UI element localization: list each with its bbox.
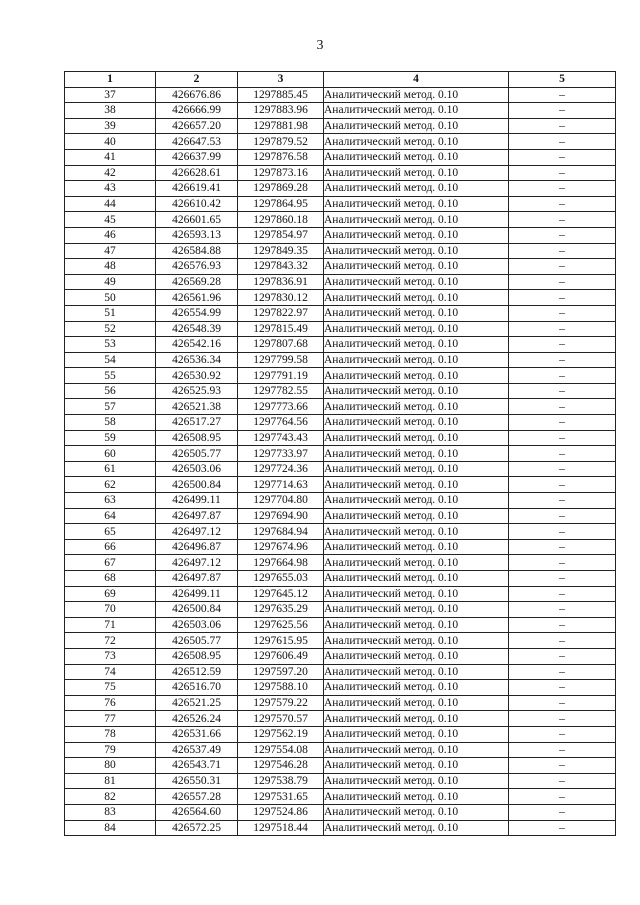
x-coordinate-cell: 426531.66 [156,726,238,742]
y-coordinate-cell: 1297849.35 [238,243,324,259]
note-cell: – [509,212,616,228]
table-row [65,430,616,446]
point-number-cell: 71 [65,617,156,633]
method-cell: Аналитический метод. 0.10 [324,789,509,805]
y-coordinate-cell: 1297807.68 [238,337,324,353]
method-cell: Аналитический метод. 0.10 [324,149,509,165]
y-coordinate-cell: 1297881.98 [238,118,324,134]
point-number-cell: 59 [65,430,156,446]
note-cell: – [509,321,616,337]
method-cell: Аналитический метод. 0.10 [324,695,509,711]
y-coordinate-cell: 1297606.49 [238,648,324,664]
table-row [65,726,616,742]
point-number-cell: 37 [65,87,156,103]
column-header-y: 3 [238,72,324,88]
coordinates-table [64,71,616,836]
y-coordinate-cell: 1297864.95 [238,196,324,212]
note-cell: – [509,711,616,727]
x-coordinate-cell: 426550.31 [156,773,238,789]
x-coordinate-cell: 426676.86 [156,87,238,103]
table-row [65,648,616,664]
table-row [65,617,616,633]
note-cell: – [509,415,616,431]
y-coordinate-cell: 1297538.79 [238,773,324,789]
note-cell: – [509,789,616,805]
x-coordinate-cell: 426517.27 [156,415,238,431]
x-coordinate-cell: 426557.28 [156,789,238,805]
table-row [65,399,616,415]
method-cell: Аналитический метод. 0.10 [324,446,509,462]
table-row [65,134,616,150]
note-cell: – [509,446,616,462]
method-cell: Аналитический метод. 0.10 [324,181,509,197]
point-number-cell: 41 [65,149,156,165]
x-coordinate-cell: 426521.25 [156,695,238,711]
x-coordinate-cell: 426499.11 [156,493,238,509]
method-cell: Аналитический метод. 0.10 [324,617,509,633]
table-body [65,87,616,836]
table-row [65,321,616,337]
y-coordinate-cell: 1297733.97 [238,446,324,462]
point-number-cell: 61 [65,461,156,477]
note-cell: – [509,633,616,649]
note-cell: – [509,773,616,789]
header-row [65,72,616,88]
note-cell: – [509,430,616,446]
method-cell: Аналитический метод. 0.10 [324,539,509,555]
table-row [65,212,616,228]
point-number-cell: 55 [65,368,156,384]
point-number-cell: 67 [65,555,156,571]
method-cell: Аналитический метод. 0.10 [324,524,509,540]
point-number-cell: 84 [65,820,156,836]
x-coordinate-cell: 426505.77 [156,446,238,462]
method-cell: Аналитический метод. 0.10 [324,664,509,680]
method-cell: Аналитический метод. 0.10 [324,508,509,524]
point-number-cell: 81 [65,773,156,789]
method-cell: Аналитический метод. 0.10 [324,633,509,649]
table-row [65,87,616,103]
table-row [65,165,616,181]
point-number-cell: 73 [65,648,156,664]
x-coordinate-cell: 426572.25 [156,820,238,836]
y-coordinate-cell: 1297694.90 [238,508,324,524]
method-cell: Аналитический метод. 0.10 [324,383,509,399]
method-cell: Аналитический метод. 0.10 [324,820,509,836]
y-coordinate-cell: 1297836.91 [238,274,324,290]
table-row [65,789,616,805]
method-cell: Аналитический метод. 0.10 [324,118,509,134]
table-row [65,368,616,384]
y-coordinate-cell: 1297876.58 [238,149,324,165]
point-number-cell: 78 [65,726,156,742]
method-cell: Аналитический метод. 0.10 [324,337,509,353]
table-row [65,383,616,399]
note-cell: – [509,726,616,742]
method-cell: Аналитический метод. 0.10 [324,134,509,150]
y-coordinate-cell: 1297588.10 [238,680,324,696]
note-cell: – [509,461,616,477]
column-header-point-number: 1 [65,72,156,88]
x-coordinate-cell: 426548.39 [156,321,238,337]
table-header [65,72,616,88]
x-coordinate-cell: 426505.77 [156,633,238,649]
note-cell: – [509,337,616,353]
y-coordinate-cell: 1297635.29 [238,602,324,618]
x-coordinate-cell: 426521.38 [156,399,238,415]
table-row [65,196,616,212]
point-number-cell: 68 [65,571,156,587]
x-coordinate-cell: 426496.87 [156,539,238,555]
point-number-cell: 45 [65,212,156,228]
point-number-cell: 65 [65,524,156,540]
point-number-cell: 83 [65,804,156,820]
y-coordinate-cell: 1297885.45 [238,87,324,103]
y-coordinate-cell: 1297655.03 [238,571,324,587]
table-row [65,477,616,493]
note-cell: – [509,134,616,150]
table-row [65,305,616,321]
method-cell: Аналитический метод. 0.10 [324,227,509,243]
note-cell: – [509,305,616,321]
y-coordinate-cell: 1297843.32 [238,259,324,275]
y-coordinate-cell: 1297830.12 [238,290,324,306]
note-cell: – [509,243,616,259]
y-coordinate-cell: 1297597.20 [238,664,324,680]
note-cell: – [509,804,616,820]
table-row [65,773,616,789]
table-row [65,352,616,368]
x-coordinate-cell: 426497.87 [156,508,238,524]
x-coordinate-cell: 426530.92 [156,368,238,384]
point-number-cell: 52 [65,321,156,337]
method-cell: Аналитический метод. 0.10 [324,305,509,321]
table-row [65,602,616,618]
y-coordinate-cell: 1297546.28 [238,758,324,774]
x-coordinate-cell: 426500.84 [156,477,238,493]
x-coordinate-cell: 426516.70 [156,680,238,696]
x-coordinate-cell: 426637.99 [156,149,238,165]
method-cell: Аналитический метод. 0.10 [324,493,509,509]
table-row [65,711,616,727]
note-cell: – [509,274,616,290]
method-cell: Аналитический метод. 0.10 [324,212,509,228]
x-coordinate-cell: 426526.24 [156,711,238,727]
table-row [65,274,616,290]
point-number-cell: 54 [65,352,156,368]
x-coordinate-cell: 426561.96 [156,290,238,306]
point-number-cell: 70 [65,602,156,618]
point-number-cell: 38 [65,103,156,119]
note-cell: – [509,290,616,306]
table-row [65,227,616,243]
x-coordinate-cell: 426503.06 [156,617,238,633]
x-coordinate-cell: 426647.53 [156,134,238,150]
note-cell: – [509,680,616,696]
y-coordinate-cell: 1297554.08 [238,742,324,758]
y-coordinate-cell: 1297562.19 [238,726,324,742]
note-cell: – [509,196,616,212]
table-row [65,149,616,165]
point-number-cell: 57 [65,399,156,415]
note-cell: – [509,555,616,571]
method-cell: Аналитический метод. 0.10 [324,103,509,119]
point-number-cell: 48 [65,259,156,275]
point-number-cell: 69 [65,586,156,602]
method-cell: Аналитический метод. 0.10 [324,259,509,275]
y-coordinate-cell: 1297645.12 [238,586,324,602]
method-cell: Аналитический метод. 0.10 [324,461,509,477]
note-cell: – [509,227,616,243]
point-number-cell: 80 [65,758,156,774]
y-coordinate-cell: 1297524.86 [238,804,324,820]
y-coordinate-cell: 1297714.63 [238,477,324,493]
point-number-cell: 66 [65,539,156,555]
y-coordinate-cell: 1297854.97 [238,227,324,243]
point-number-cell: 56 [65,383,156,399]
note-cell: – [509,648,616,664]
y-coordinate-cell: 1297615.95 [238,633,324,649]
x-coordinate-cell: 426497.12 [156,524,238,540]
y-coordinate-cell: 1297570.57 [238,711,324,727]
x-coordinate-cell: 426497.12 [156,555,238,571]
method-cell: Аналитический метод. 0.10 [324,711,509,727]
table-row [65,742,616,758]
method-cell: Аналитический метод. 0.10 [324,87,509,103]
y-coordinate-cell: 1297625.56 [238,617,324,633]
method-cell: Аналитический метод. 0.10 [324,648,509,664]
method-cell: Аналитический метод. 0.10 [324,321,509,337]
table-row [65,118,616,134]
method-cell: Аналитический метод. 0.10 [324,742,509,758]
point-number-cell: 44 [65,196,156,212]
y-coordinate-cell: 1297764.56 [238,415,324,431]
note-cell: – [509,508,616,524]
method-cell: Аналитический метод. 0.10 [324,415,509,431]
y-coordinate-cell: 1297531.65 [238,789,324,805]
table-row [65,337,616,353]
y-coordinate-cell: 1297518.44 [238,820,324,836]
table-row [65,664,616,680]
table-row [65,555,616,571]
point-number-cell: 74 [65,664,156,680]
method-cell: Аналитический метод. 0.10 [324,399,509,415]
point-number-cell: 58 [65,415,156,431]
y-coordinate-cell: 1297664.98 [238,555,324,571]
x-coordinate-cell: 426543.71 [156,758,238,774]
note-cell: – [509,103,616,119]
x-coordinate-cell: 426554.99 [156,305,238,321]
note-cell: – [509,399,616,415]
method-cell: Аналитический метод. 0.10 [324,758,509,774]
page-number: 3 [316,38,324,53]
y-coordinate-cell: 1297684.94 [238,524,324,540]
table-row [65,571,616,587]
method-cell: Аналитический метод. 0.10 [324,680,509,696]
note-cell: – [509,477,616,493]
x-coordinate-cell: 426503.06 [156,461,238,477]
method-cell: Аналитический метод. 0.10 [324,571,509,587]
column-header-method: 4 [324,72,509,88]
method-cell: Аналитический метод. 0.10 [324,274,509,290]
x-coordinate-cell: 426666.99 [156,103,238,119]
y-coordinate-cell: 1297674.96 [238,539,324,555]
note-cell: – [509,118,616,134]
point-number-cell: 53 [65,337,156,353]
point-number-cell: 63 [65,493,156,509]
table-row [65,804,616,820]
x-coordinate-cell: 426525.93 [156,383,238,399]
point-number-cell: 77 [65,711,156,727]
note-cell: – [509,87,616,103]
x-coordinate-cell: 426497.87 [156,571,238,587]
method-cell: Аналитический метод. 0.10 [324,368,509,384]
point-number-cell: 43 [65,181,156,197]
method-cell: Аналитический метод. 0.10 [324,602,509,618]
x-coordinate-cell: 426508.95 [156,648,238,664]
x-coordinate-cell: 426628.61 [156,165,238,181]
table-row [65,415,616,431]
y-coordinate-cell: 1297815.49 [238,321,324,337]
point-number-cell: 47 [65,243,156,259]
y-coordinate-cell: 1297822.97 [238,305,324,321]
y-coordinate-cell: 1297873.16 [238,165,324,181]
note-cell: – [509,820,616,836]
note-cell: – [509,352,616,368]
note-cell: – [509,383,616,399]
point-number-cell: 72 [65,633,156,649]
table-row [65,758,616,774]
table-row [65,508,616,524]
point-number-cell: 51 [65,305,156,321]
point-number-cell: 76 [65,695,156,711]
method-cell: Аналитический метод. 0.10 [324,477,509,493]
point-number-cell: 79 [65,742,156,758]
point-number-cell: 42 [65,165,156,181]
x-coordinate-cell: 426500.84 [156,602,238,618]
table-row [65,461,616,477]
point-number-cell: 82 [65,789,156,805]
note-cell: – [509,368,616,384]
column-header-x: 2 [156,72,238,88]
point-number-cell: 39 [65,118,156,134]
y-coordinate-cell: 1297799.58 [238,352,324,368]
method-cell: Аналитический метод. 0.10 [324,586,509,602]
y-coordinate-cell: 1297773.66 [238,399,324,415]
note-cell: – [509,165,616,181]
x-coordinate-cell: 426657.20 [156,118,238,134]
note-cell: – [509,524,616,540]
note-cell: – [509,602,616,618]
y-coordinate-cell: 1297869.28 [238,181,324,197]
x-coordinate-cell: 426499.11 [156,586,238,602]
y-coordinate-cell: 1297704.80 [238,493,324,509]
x-coordinate-cell: 426536.34 [156,352,238,368]
y-coordinate-cell: 1297860.18 [238,212,324,228]
table-row [65,446,616,462]
table-row [65,181,616,197]
x-coordinate-cell: 426542.16 [156,337,238,353]
y-coordinate-cell: 1297883.96 [238,103,324,119]
note-cell: – [509,571,616,587]
table-row [65,820,616,836]
point-number-cell: 60 [65,446,156,462]
y-coordinate-cell: 1297579.22 [238,695,324,711]
method-cell: Аналитический метод. 0.10 [324,165,509,181]
table-row [65,259,616,275]
table-row [65,680,616,696]
table-row [65,524,616,540]
note-cell: – [509,664,616,680]
method-cell: Аналитический метод. 0.10 [324,243,509,259]
x-coordinate-cell: 426619.41 [156,181,238,197]
note-cell: – [509,539,616,555]
table-row [65,243,616,259]
x-coordinate-cell: 426512.59 [156,664,238,680]
point-number-cell: 64 [65,508,156,524]
point-number-cell: 75 [65,680,156,696]
point-number-cell: 50 [65,290,156,306]
table-row [65,539,616,555]
table-row [65,586,616,602]
method-cell: Аналитический метод. 0.10 [324,555,509,571]
table-row [65,103,616,119]
note-cell: – [509,695,616,711]
note-cell: – [509,742,616,758]
x-coordinate-cell: 426569.28 [156,274,238,290]
table-row [65,695,616,711]
y-coordinate-cell: 1297879.52 [238,134,324,150]
y-coordinate-cell: 1297791.19 [238,368,324,384]
method-cell: Аналитический метод. 0.10 [324,804,509,820]
note-cell: – [509,586,616,602]
point-number-cell: 46 [65,227,156,243]
method-cell: Аналитический метод. 0.10 [324,773,509,789]
table-row [65,493,616,509]
note-cell: – [509,181,616,197]
x-coordinate-cell: 426584.88 [156,243,238,259]
x-coordinate-cell: 426610.42 [156,196,238,212]
note-cell: – [509,149,616,165]
table-row [65,290,616,306]
method-cell: Аналитический метод. 0.10 [324,430,509,446]
note-cell: – [509,493,616,509]
y-coordinate-cell: 1297782.55 [238,383,324,399]
x-coordinate-cell: 426593.13 [156,227,238,243]
point-number-cell: 49 [65,274,156,290]
method-cell: Аналитический метод. 0.10 [324,726,509,742]
x-coordinate-cell: 426576.93 [156,259,238,275]
x-coordinate-cell: 426601.65 [156,212,238,228]
y-coordinate-cell: 1297743.43 [238,430,324,446]
point-number-cell: 62 [65,477,156,493]
column-header-note: 5 [509,72,616,88]
method-cell: Аналитический метод. 0.10 [324,290,509,306]
note-cell: – [509,617,616,633]
note-cell: – [509,259,616,275]
point-number-cell: 40 [65,134,156,150]
y-coordinate-cell: 1297724.36 [238,461,324,477]
x-coordinate-cell: 426508.95 [156,430,238,446]
x-coordinate-cell: 426537.49 [156,742,238,758]
method-cell: Аналитический метод. 0.10 [324,196,509,212]
x-coordinate-cell: 426564.60 [156,804,238,820]
method-cell: Аналитический метод. 0.10 [324,352,509,368]
table-row [65,633,616,649]
note-cell: – [509,758,616,774]
